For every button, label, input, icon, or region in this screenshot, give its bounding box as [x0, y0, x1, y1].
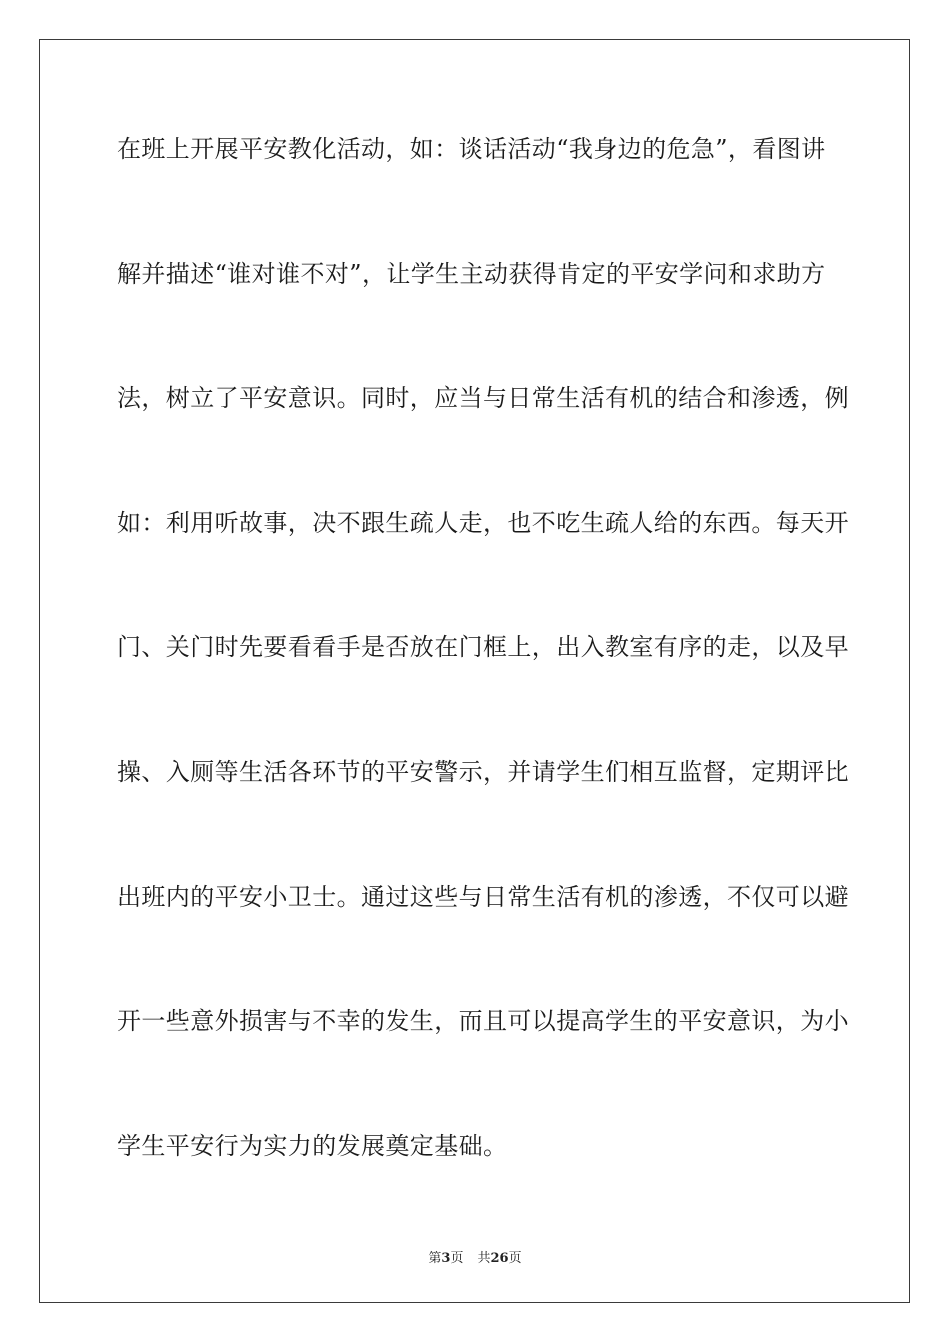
text-line-5: 门、关门时先要看看手是否放在门框上，出入教室有序的走，以及早 — [117, 633, 849, 662]
text-line-2: 解并描述“谁对谁不对”，让学生主动获得肯定的平安学问和求助方 — [117, 259, 826, 288]
text-line-6: 操、入厕等生活各环节的平安警示，并请学生们相互监督，定期评比 — [117, 757, 849, 786]
page-prefix: 第 — [428, 1251, 442, 1266]
text-line-9: 学生平安行为实力的发展奠定基础。 — [117, 1131, 508, 1160]
text-line-3: 法，树立了平安意识。同时，应当与日常生活有机的结合和渗透，例 — [117, 384, 849, 413]
total-suffix: 页 — [508, 1251, 522, 1266]
current-page-number: 3 — [441, 1251, 451, 1266]
text-line-8: 开一些意外损害与不幸的发生，而且可以提高学生的平安意识，为小 — [117, 1007, 849, 1036]
total-page-count: 26 — [490, 1251, 509, 1266]
page-suffix: 页 — [450, 1251, 464, 1266]
text-line-1: 在班上开展平安教化活动，如：谈话活动“我身边的危急”，看图讲 — [117, 135, 826, 163]
total-prefix: 共 — [477, 1251, 491, 1266]
page-footer — [0, 1247, 950, 1266]
document-body — [117, 122, 849, 1243]
text-line-7: 出班内的平安小卫士。通过这些与日常生活有机的渗透，不仅可以避 — [117, 882, 849, 911]
text-line-4: 如：利用听故事，决不跟生疏人走，也不吃生疏人给的东西。每天开 — [117, 508, 849, 537]
